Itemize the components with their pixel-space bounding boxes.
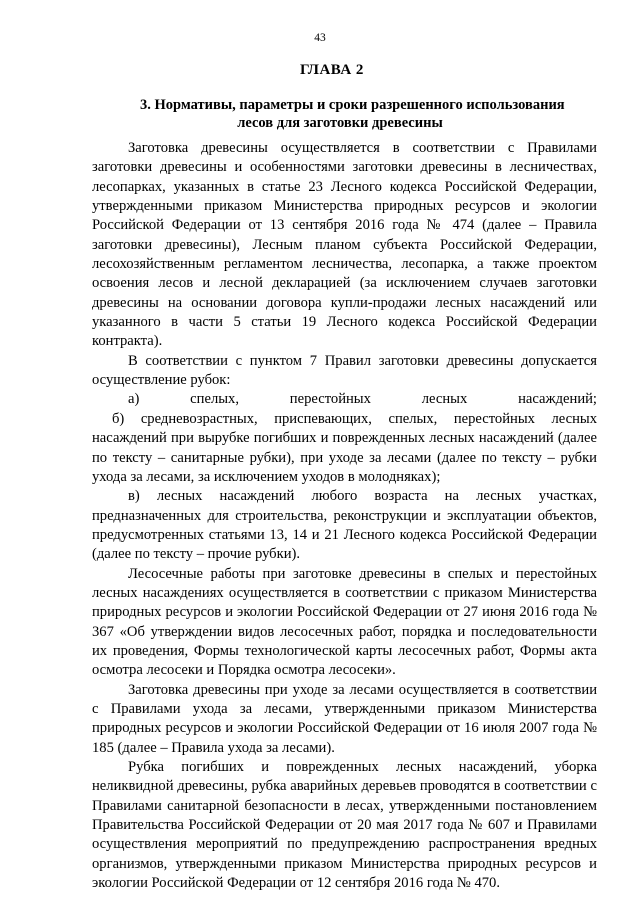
chapter-heading: ГЛАВА 2: [300, 62, 364, 78]
paragraph-3: Лесосечные работы при заготовке древесины в спелых и перестойных лесных насаждениях осуществляется в соответствии с приказом Министерства природных ресурсов и экологии Российской Федерации от 27 июня 2016 года № 367 «Об утверждении видов лесосечных работ, порядка и последовательности их проведения, Формы технологической карты лесосечных работ, Формы акта осмотра лесосеки и Порядка осмотра лесосеки».: [92, 565, 597, 679]
list-item-c: в) лесных насаждений любого возраста на лесных участках, предназначенных для строительства, реконструкции и эксплуатации объектов, предусмотренных статьями 13, 14 и 21 Лесного кодекса Российской Федерации (далее по тексту – прочие рубки).: [92, 488, 597, 563]
paragraph-5: Рубка погибших и поврежденных лесных насаждений, уборка неликвидной древесины, рубка аварийных деревьев проводятся в соответствии с Правилами санитарной безопасности в лесах, утвержденными постановлением Правительства Российской Федерации от 20 мая 2017 года № 607 и Правилами осуществления мероприятий по предупреждению распространения вредных организмов, утвержденными приказом Министерства природных ресурсов и экологии Российской Федерации от 12 сентября 2016 года № 470.: [92, 759, 597, 892]
page-number: 43: [314, 32, 326, 44]
section-title-line-1: 3. Нормативы, параметры и сроки разрешенного использования: [140, 97, 565, 113]
list-item-a: а) спелых, перестойных лесных насаждений;: [128, 391, 597, 408]
paragraph-4: Заготовка древесины при уходе за лесами осуществляется в соответствии с Правилами ухода за лесами, утвержденными приказом Министерства природных ресурсов и экологии Российской Федерации от 16 июля 2007 года № 185 (далее – Правила ухода за лесами).: [92, 681, 597, 756]
paragraph-1: Заготовка древесины осуществляется в соответствии с Правилами заготовки древесины и особенностями заготовки древесины в лесничествах, лесопарках, указанных в статье 23 Лесного кодекса Российской Федерации, утвержденными приказом Министерства природных ресурсов и экологии Российской Федерации от 13 сентября 2016 года № 474 (далее – Правила заготовки древесины), Лесным планом субъекта Российской Федерации, лесохозяйственным регламентом лесничества, лесопарка, а также проектом освоения лесов и лесной декларацией (за исключением случаев заготовки древесины на основании договора купли-продажи лесных насаждений или указанного в части 5 статьи 19 Лесного кодекса Российской Федерации контракта).: [92, 140, 597, 350]
paragraph-2: В соответствии с пунктом 7 Правил заготовки древесины допускается осуществление рубок:: [92, 352, 597, 389]
section-title-line-2: лесов для заготовки древесины: [237, 115, 443, 131]
section-title: [80, 96, 600, 132]
list-item-b: б) средневозрастных, приспевающих, спелых, перестойных лесных насаждений при вырубке погибших и поврежденных лесных насаждений (далее по тексту – санитарные рубки), при уходе за лесами (далее по тексту – рубки ухода за лесами, за исключением уходов в молодняках);: [92, 410, 597, 485]
body-text: [92, 139, 597, 893]
